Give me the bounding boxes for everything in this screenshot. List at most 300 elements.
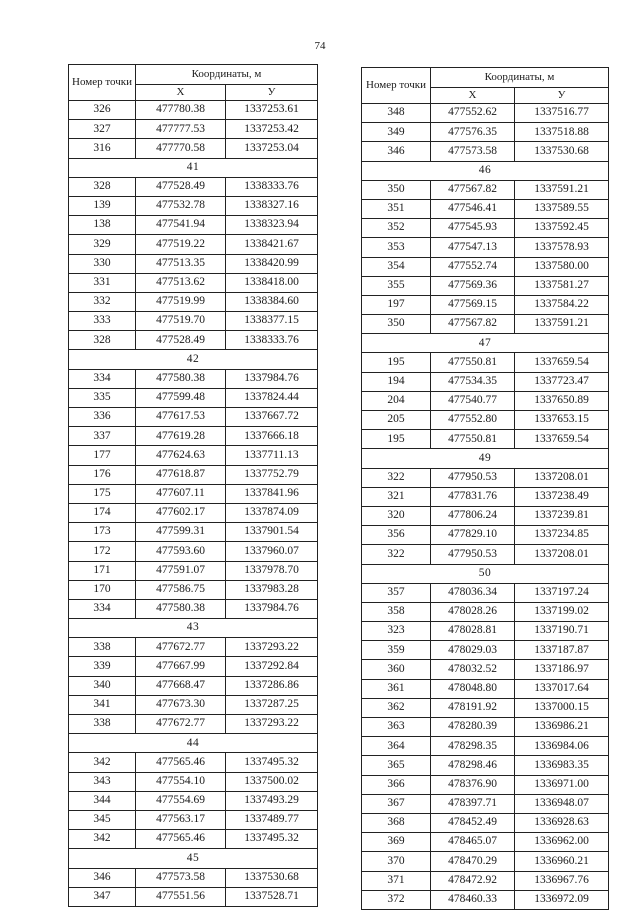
table-row	[362, 315, 609, 334]
table-row	[69, 139, 318, 158]
y-coordinate-cell: 1337530.68	[515, 142, 609, 161]
x-coordinate-cell: 477950.53	[431, 545, 515, 564]
y-coordinate-cell: 1338418.00	[226, 273, 318, 292]
x-coordinate-cell: 477550.81	[431, 353, 515, 372]
table-row	[69, 254, 318, 273]
point-number-cell: 171	[69, 561, 136, 580]
table-row	[362, 238, 609, 257]
point-number-cell: 341	[69, 695, 136, 714]
point-number-cell: 369	[362, 833, 431, 852]
point-number-cell: 361	[362, 679, 431, 698]
point-number-cell: 334	[69, 599, 136, 618]
x-coordinate-cell: 477513.62	[136, 273, 226, 292]
x-coordinate-cell: 478028.26	[431, 602, 515, 621]
x-coordinate-cell: 478376.90	[431, 775, 515, 794]
point-number-cell: 172	[69, 542, 136, 561]
x-column-header: Х	[136, 85, 226, 101]
coordinates-table-left	[68, 64, 318, 907]
point-number-cell: 349	[362, 123, 431, 142]
point-number-cell: 340	[69, 676, 136, 695]
x-coordinate-cell: 477777.53	[136, 120, 226, 139]
y-coordinate-cell: 1337516.77	[515, 104, 609, 123]
point-number-cell: 322	[362, 468, 431, 487]
table-row	[69, 273, 318, 292]
table-row	[362, 890, 609, 909]
y-coordinate-cell: 1337530.68	[226, 868, 318, 887]
y-coordinate-cell: 1337752.79	[226, 465, 318, 484]
y-coordinate-cell: 1336960.21	[515, 852, 609, 871]
x-coordinate-cell: 477547.13	[431, 238, 515, 257]
point-number-cell: 351	[362, 199, 431, 218]
y-coordinate-cell: 1337666.18	[226, 427, 318, 446]
section-number: 50	[362, 564, 609, 583]
y-coordinate-cell: 1336928.63	[515, 813, 609, 832]
x-coordinate-cell: 477550.81	[431, 430, 515, 449]
coordinates-table-right	[361, 67, 609, 910]
point-number-header: Номер точки	[69, 65, 136, 101]
x-coordinate-cell: 477619.28	[136, 427, 226, 446]
x-coordinate-cell: 478397.71	[431, 794, 515, 813]
x-coordinate-cell: 477780.38	[136, 101, 226, 120]
point-number-cell: 204	[362, 391, 431, 410]
y-coordinate-cell: 1337500.02	[226, 772, 318, 791]
point-number-cell: 139	[69, 196, 136, 215]
point-number-cell: 326	[69, 101, 136, 120]
x-column-header: Х	[431, 88, 515, 104]
table-row	[69, 196, 318, 215]
section-number: 44	[69, 734, 318, 753]
table-row	[362, 813, 609, 832]
point-number-cell: 195	[362, 430, 431, 449]
table-row	[362, 833, 609, 852]
table-row	[69, 388, 318, 407]
y-coordinate-cell: 1337208.01	[515, 468, 609, 487]
table-row	[69, 657, 318, 676]
table-row	[69, 753, 318, 772]
point-number-cell: 323	[362, 622, 431, 641]
y-coordinate-cell: 1337293.22	[226, 638, 318, 657]
point-number-cell: 363	[362, 718, 431, 737]
x-coordinate-cell: 477534.35	[431, 372, 515, 391]
point-number-cell: 322	[362, 545, 431, 564]
point-number-cell: 355	[362, 276, 431, 295]
point-number-cell: 372	[362, 890, 431, 909]
x-coordinate-cell: 477552.62	[431, 104, 515, 123]
x-coordinate-cell: 477607.11	[136, 484, 226, 503]
table-body-left	[69, 101, 318, 907]
x-coordinate-cell: 477573.58	[136, 868, 226, 887]
point-number-cell: 205	[362, 411, 431, 430]
x-coordinate-cell: 477532.78	[136, 196, 226, 215]
y-coordinate-cell: 1337984.76	[226, 599, 318, 618]
y-coordinate-cell: 1337667.72	[226, 408, 318, 427]
table-row	[362, 123, 609, 142]
y-coordinate-cell: 1338377.15	[226, 312, 318, 331]
table-row	[362, 679, 609, 698]
x-coordinate-cell: 477806.24	[431, 506, 515, 525]
y-coordinate-cell: 1337518.88	[515, 123, 609, 142]
point-number-header: Номер точки	[362, 68, 431, 104]
x-coordinate-cell: 477576.35	[431, 123, 515, 142]
y-coordinate-cell: 1337960.07	[226, 542, 318, 561]
table-body-right	[362, 104, 609, 910]
y-coordinate-cell: 1337208.01	[515, 545, 609, 564]
x-coordinate-cell: 477567.82	[431, 180, 515, 199]
y-coordinate-cell: 1337292.84	[226, 657, 318, 676]
y-coordinate-cell: 1337253.61	[226, 101, 318, 120]
x-coordinate-cell: 478460.33	[431, 890, 515, 909]
table-row	[362, 794, 609, 813]
point-number-cell: 320	[362, 506, 431, 525]
point-number-cell: 342	[69, 753, 136, 772]
table-row	[69, 408, 318, 427]
table-row	[69, 503, 318, 522]
table-row	[362, 852, 609, 871]
x-coordinate-cell: 477667.99	[136, 657, 226, 676]
point-number-cell: 350	[362, 180, 431, 199]
table-row	[362, 142, 609, 161]
x-coordinate-cell: 477569.15	[431, 295, 515, 314]
point-number-cell: 352	[362, 219, 431, 238]
y-coordinate-cell: 1338323.94	[226, 216, 318, 235]
y-coordinate-cell: 1337187.87	[515, 641, 609, 660]
y-coordinate-cell: 1337234.85	[515, 526, 609, 545]
point-number-cell: 328	[69, 331, 136, 350]
table-row	[69, 542, 318, 561]
table-row	[362, 468, 609, 487]
y-coordinate-cell: 1337874.09	[226, 503, 318, 522]
y-coordinate-cell: 1337580.00	[515, 257, 609, 276]
point-number-cell: 337	[69, 427, 136, 446]
y-coordinate-cell: 1337584.22	[515, 295, 609, 314]
y-coordinate-cell: 1337578.93	[515, 238, 609, 257]
point-number-cell: 350	[362, 315, 431, 334]
section-row	[69, 734, 318, 753]
table-row	[362, 583, 609, 602]
x-coordinate-cell: 478280.39	[431, 718, 515, 737]
table-row	[69, 810, 318, 829]
x-coordinate-cell: 477567.82	[431, 315, 515, 334]
y-coordinate-cell: 1337824.44	[226, 388, 318, 407]
coordinates-header: Координаты, м	[136, 65, 318, 85]
y-coordinate-cell: 1338327.16	[226, 196, 318, 215]
y-coordinate-cell: 1337190.71	[515, 622, 609, 641]
y-coordinate-cell: 1338333.76	[226, 331, 318, 350]
point-number-cell: 170	[69, 580, 136, 599]
section-row	[362, 161, 609, 180]
point-number-cell: 370	[362, 852, 431, 871]
y-coordinate-cell: 1337253.04	[226, 139, 318, 158]
table-row	[69, 676, 318, 695]
point-number-cell: 176	[69, 465, 136, 484]
y-coordinate-cell: 1337659.54	[515, 353, 609, 372]
x-coordinate-cell: 477552.74	[431, 257, 515, 276]
point-number-cell: 346	[69, 868, 136, 887]
x-coordinate-cell: 477599.31	[136, 523, 226, 542]
y-coordinate-cell: 1336983.35	[515, 756, 609, 775]
point-number-cell: 330	[69, 254, 136, 273]
x-coordinate-cell: 477569.36	[431, 276, 515, 295]
table-row	[362, 660, 609, 679]
y-coordinate-cell: 1338421.67	[226, 235, 318, 254]
point-number-cell: 364	[362, 737, 431, 756]
point-number-cell: 321	[362, 487, 431, 506]
x-coordinate-cell: 477829.10	[431, 526, 515, 545]
point-number-cell: 348	[362, 104, 431, 123]
y-coordinate-cell: 1337528.71	[226, 887, 318, 906]
point-number-cell: 343	[69, 772, 136, 791]
section-number: 42	[69, 350, 318, 369]
table-row	[69, 523, 318, 542]
x-coordinate-cell: 478472.92	[431, 871, 515, 890]
x-coordinate-cell: 478028.81	[431, 622, 515, 641]
point-number-cell: 359	[362, 641, 431, 660]
point-number-cell: 344	[69, 791, 136, 810]
table-row	[362, 104, 609, 123]
section-row	[362, 564, 609, 583]
y-coordinate-cell: 1337253.42	[226, 120, 318, 139]
y-coordinate-cell: 1337841.96	[226, 484, 318, 503]
table-row	[362, 756, 609, 775]
table-row	[69, 695, 318, 714]
point-number-cell: 360	[362, 660, 431, 679]
y-coordinate-cell: 1337199.02	[515, 602, 609, 621]
section-row	[69, 158, 318, 177]
x-coordinate-cell: 477551.56	[136, 887, 226, 906]
x-coordinate-cell: 477546.41	[431, 199, 515, 218]
section-number: 49	[362, 449, 609, 468]
y-coordinate-cell: 1337287.25	[226, 695, 318, 714]
point-number-cell: 174	[69, 503, 136, 522]
y-coordinate-cell: 1337293.22	[226, 715, 318, 734]
table-row	[362, 718, 609, 737]
point-number-cell: 138	[69, 216, 136, 235]
point-number-cell: 316	[69, 139, 136, 158]
x-coordinate-cell: 477770.58	[136, 139, 226, 158]
point-number-cell: 367	[362, 794, 431, 813]
table-row	[69, 580, 318, 599]
point-number-cell: 358	[362, 602, 431, 621]
table-row	[362, 219, 609, 238]
point-number-cell: 336	[69, 408, 136, 427]
y-coordinate-cell: 1338333.76	[226, 177, 318, 196]
table-row	[362, 602, 609, 621]
table-row	[362, 622, 609, 641]
table-row	[362, 276, 609, 295]
point-number-cell: 329	[69, 235, 136, 254]
section-number: 45	[69, 849, 318, 868]
y-coordinate-cell: 1338384.60	[226, 292, 318, 311]
y-coordinate-cell: 1337901.54	[226, 523, 318, 542]
y-coordinate-cell: 1337197.24	[515, 583, 609, 602]
y-coordinate-cell: 1337589.55	[515, 199, 609, 218]
table-row	[69, 235, 318, 254]
y-coordinate-cell: 1337723.47	[515, 372, 609, 391]
x-coordinate-cell: 477618.87	[136, 465, 226, 484]
y-coordinate-cell: 1337489.77	[226, 810, 318, 829]
x-coordinate-cell: 477528.49	[136, 331, 226, 350]
y-coordinate-cell: 1337000.15	[515, 698, 609, 717]
x-coordinate-cell: 477624.63	[136, 446, 226, 465]
y-coordinate-cell: 1336984.06	[515, 737, 609, 756]
point-number-cell: 331	[69, 273, 136, 292]
y-coordinate-cell: 1337591.21	[515, 180, 609, 199]
point-number-cell: 347	[69, 887, 136, 906]
table-row	[69, 868, 318, 887]
section-number: 47	[362, 334, 609, 353]
x-coordinate-cell: 477540.77	[431, 391, 515, 410]
x-coordinate-cell: 478470.29	[431, 852, 515, 871]
x-coordinate-cell: 477668.47	[136, 676, 226, 695]
table-row	[362, 871, 609, 890]
point-number-cell: 175	[69, 484, 136, 503]
table-row	[362, 506, 609, 525]
table-row	[69, 561, 318, 580]
table-row	[69, 369, 318, 388]
point-number-cell: 353	[362, 238, 431, 257]
section-row	[362, 449, 609, 468]
point-number-cell: 365	[362, 756, 431, 775]
y-coordinate-cell: 1337495.32	[226, 753, 318, 772]
x-coordinate-cell: 477519.99	[136, 292, 226, 311]
x-coordinate-cell: 477950.53	[431, 468, 515, 487]
table-row	[69, 887, 318, 906]
y-coordinate-cell: 1337238.49	[515, 487, 609, 506]
y-coordinate-cell: 1336962.00	[515, 833, 609, 852]
table-row	[362, 353, 609, 372]
point-number-cell: 342	[69, 830, 136, 849]
table-row	[69, 791, 318, 810]
x-coordinate-cell: 477599.48	[136, 388, 226, 407]
x-coordinate-cell: 477519.22	[136, 235, 226, 254]
x-coordinate-cell: 477541.94	[136, 216, 226, 235]
y-coordinate-cell: 1337493.29	[226, 791, 318, 810]
y-coordinate-cell: 1336986.21	[515, 718, 609, 737]
point-number-cell: 197	[362, 295, 431, 314]
table-row	[362, 545, 609, 564]
x-coordinate-cell: 477565.46	[136, 830, 226, 849]
y-coordinate-cell: 1336948.07	[515, 794, 609, 813]
point-number-cell: 354	[362, 257, 431, 276]
x-coordinate-cell: 477591.07	[136, 561, 226, 580]
table-row	[69, 599, 318, 618]
x-coordinate-cell: 477831.76	[431, 487, 515, 506]
y-coordinate-cell: 1337239.81	[515, 506, 609, 525]
y-coordinate-cell: 1336967.76	[515, 871, 609, 890]
section-row	[69, 849, 318, 868]
point-number-cell: 371	[362, 871, 431, 890]
point-number-cell: 339	[69, 657, 136, 676]
x-coordinate-cell: 478191.92	[431, 698, 515, 717]
x-coordinate-cell: 477580.38	[136, 599, 226, 618]
point-number-cell: 194	[362, 372, 431, 391]
y-coordinate-cell: 1337650.89	[515, 391, 609, 410]
x-coordinate-cell: 478298.35	[431, 737, 515, 756]
y-coordinate-cell: 1337711.13	[226, 446, 318, 465]
x-coordinate-cell: 477672.77	[136, 638, 226, 657]
x-coordinate-cell: 477586.75	[136, 580, 226, 599]
table-row	[69, 484, 318, 503]
table-row	[69, 427, 318, 446]
table-row	[69, 177, 318, 196]
x-coordinate-cell: 477593.60	[136, 542, 226, 561]
table-row	[69, 292, 318, 311]
x-coordinate-cell: 478029.03	[431, 641, 515, 660]
point-number-cell: 338	[69, 715, 136, 734]
x-coordinate-cell: 477552.80	[431, 411, 515, 430]
table-row	[362, 372, 609, 391]
table-row	[362, 411, 609, 430]
point-number-cell: 327	[69, 120, 136, 139]
point-number-cell: 333	[69, 312, 136, 331]
x-coordinate-cell: 477580.38	[136, 369, 226, 388]
table-row	[69, 446, 318, 465]
page-number: 74	[314, 40, 326, 52]
x-coordinate-cell: 478032.52	[431, 660, 515, 679]
y-coordinate-cell: 1336971.00	[515, 775, 609, 794]
table-row	[362, 775, 609, 794]
y-coordinate-cell: 1337186.97	[515, 660, 609, 679]
y-coordinate-cell: 1337495.32	[226, 830, 318, 849]
section-number: 46	[362, 161, 609, 180]
table-row	[362, 199, 609, 218]
y-coordinate-cell: 1337983.28	[226, 580, 318, 599]
y-coordinate-cell: 1338420.99	[226, 254, 318, 273]
y-coordinate-cell: 1337591.21	[515, 315, 609, 334]
table-row	[69, 331, 318, 350]
section-row	[69, 619, 318, 638]
point-number-cell: 362	[362, 698, 431, 717]
table-row	[69, 216, 318, 235]
x-coordinate-cell: 478452.49	[431, 813, 515, 832]
point-number-cell: 328	[69, 177, 136, 196]
point-number-cell: 335	[69, 388, 136, 407]
y-column-header: У	[515, 88, 609, 104]
table-row	[69, 465, 318, 484]
table-row	[362, 391, 609, 410]
table-row	[362, 295, 609, 314]
x-coordinate-cell: 477519.70	[136, 312, 226, 331]
table-row	[362, 737, 609, 756]
x-coordinate-cell: 477513.35	[136, 254, 226, 273]
x-coordinate-cell: 477617.53	[136, 408, 226, 427]
y-coordinate-cell: 1337286.86	[226, 676, 318, 695]
y-coordinate-cell: 1337659.54	[515, 430, 609, 449]
table-row	[362, 698, 609, 717]
x-coordinate-cell: 477602.17	[136, 503, 226, 522]
point-number-cell: 346	[362, 142, 431, 161]
x-coordinate-cell: 477565.46	[136, 753, 226, 772]
table-row	[362, 257, 609, 276]
y-column-header: У	[226, 85, 318, 101]
x-coordinate-cell: 478298.46	[431, 756, 515, 775]
section-row	[362, 334, 609, 353]
point-number-cell: 334	[69, 369, 136, 388]
y-coordinate-cell: 1337653.15	[515, 411, 609, 430]
x-coordinate-cell: 477554.69	[136, 791, 226, 810]
x-coordinate-cell: 477672.77	[136, 715, 226, 734]
x-coordinate-cell: 478048.80	[431, 679, 515, 698]
table-row	[362, 487, 609, 506]
x-coordinate-cell: 477673.30	[136, 695, 226, 714]
point-number-cell: 177	[69, 446, 136, 465]
point-number-cell: 368	[362, 813, 431, 832]
table-row	[69, 120, 318, 139]
y-coordinate-cell: 1337592.45	[515, 219, 609, 238]
point-number-cell: 356	[362, 526, 431, 545]
y-coordinate-cell: 1337017.64	[515, 679, 609, 698]
point-number-cell: 357	[362, 583, 431, 602]
